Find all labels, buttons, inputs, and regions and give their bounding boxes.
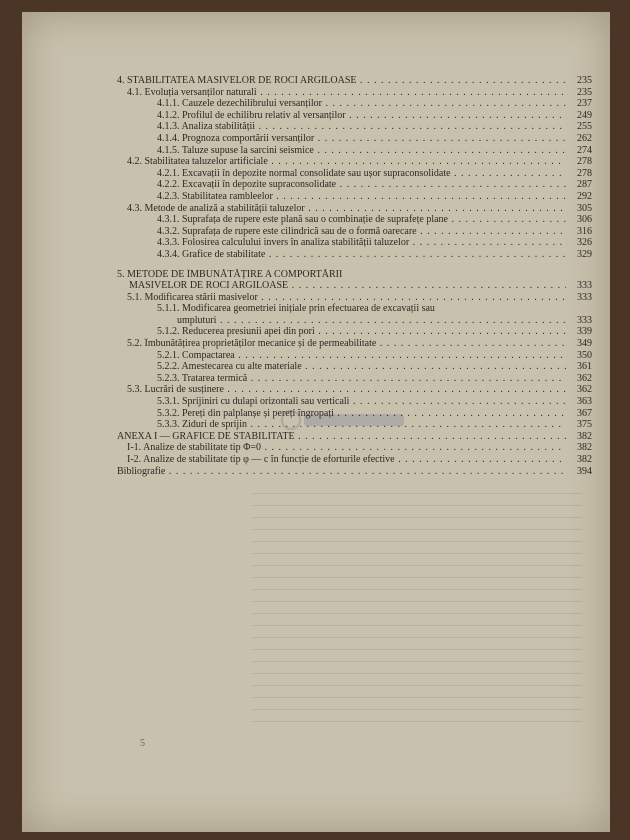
toc-entry [117,338,592,350]
toc-entry-page: 363 [577,396,592,408]
toc-entry [117,110,592,122]
toc-entry-page: 375 [577,419,592,431]
toc-entry [117,315,592,327]
toc-entry-page: 237 [577,98,592,110]
toc-entry [117,431,592,443]
toc-entry-title: 4.1.2. Profilul de echilibru relativ al versanților . . . [117,110,566,122]
toc-entry-title: 5. METODE DE ÎMBUNĂTĂȚIRE A COMPORTĂRII [117,268,343,280]
toc-entry [117,203,592,215]
toc-entry [117,396,592,408]
toc-entry [117,419,592,431]
toc-entry-page: 278 [577,167,592,179]
toc-entry [117,156,592,168]
toc-entry [117,373,592,385]
toc-entry-title: umpluturi . . . [117,315,566,327]
toc-entry [117,145,592,157]
toc-entry-page: 361 [577,361,592,373]
toc-entry-page: 278 [577,156,592,168]
toc-entry-title: 5.3.1. Sprijiniri cu dulapi orizontali sau verticali . . . [117,396,566,408]
toc-entry [117,168,592,180]
toc-entry [117,179,592,191]
toc-entry-page: 333 [577,280,592,292]
toc-entry-page: 249 [577,109,592,121]
toc-entry-title: 5.2.1. Compactarea . . . [117,350,566,362]
toc-entry-title: ANEXA I — GRAFICE DE STABILITATE . . . [117,431,566,443]
toc-entry-page: 382 [577,454,592,465]
toc-entry-title: 5.1. Modificarea stării masivelor . . . [117,292,566,304]
toc-entry [117,133,592,145]
toc-entry-title: 5.2. Îmbunătățirea proprietăților mecanice și de permeabilitate . . . [117,338,566,350]
toc-entry-title: 4.3. Metode de analiză a stabilității taluzelor . . . [117,203,566,215]
toc-entry-title: I-1. Analize de stabilitate tip Φ=0 . . . [117,442,566,454]
toc-entry [117,326,592,338]
toc-entry-title: MASIVELOR DE ROCI ARGILOASE . . . [117,280,566,292]
toc-entry-title: I-2. Analize de stabilitate tip φ — c în funcție de eforturile efective . . . [117,454,566,466]
toc-entry-page: 349 [577,338,592,350]
toc-entry-title: 5.3.2. Pereți din palplanșe și pereți îngropați . . . [117,408,566,420]
toc-entry [117,350,592,362]
toc-entry [117,466,592,478]
toc-entry-page: 394 [577,465,592,477]
toc-entry-page: 382 [577,430,592,442]
toc-entry-page: 255 [577,121,592,133]
toc-entry-page: 274 [577,144,592,156]
toc-entry-title: 4.1.1. Cauzele dezechilibrului versanților . . . [117,98,566,110]
toc-entry-title: 4.3.1. Suprafața de rupere este plană sau o combinație de suprafețe plane . . . [117,214,566,226]
toc-entry-page: 382 [577,442,592,454]
toc-entry-page: 292 [577,190,592,202]
toc-entry-title: 4.3.4. Grafice de stabilitate . . . [117,249,566,261]
toc-entry-page: 362 [577,372,592,384]
toc-entry [117,384,592,396]
page-number: 5 [140,738,145,749]
toc-entry [117,226,592,238]
toc-entry-page: 262 [577,132,592,144]
toc-entry-title: 4.3.3. Folosirea calculului invers în analiza stabilității taluzelor . . . [117,237,566,249]
toc-entry [117,280,592,292]
toc-entry [117,214,592,226]
toc-entry-page: 326 [577,237,592,249]
toc-entry-title: Bibliografie . . . [117,466,566,478]
toc-entry [117,269,592,281]
toc-entry [117,249,592,261]
toc-entry-title: 4.1.4. Prognoza comportării versanților . . . [117,133,566,145]
toc-entry [117,408,592,420]
toc-entry [117,292,592,304]
toc-entry-title: 5.1.1. Modificarea geometriei inițiale prin efectuarea de excavații sau [157,303,435,315]
toc-entry [117,361,592,373]
toc-entry [117,442,592,454]
toc-entry-page: 367 [577,407,592,419]
toc-entry-title: 5.2.2. Amestecarea cu alte materiale . . . [117,361,566,373]
toc-entry [117,87,592,99]
toc-entry-page: 287 [577,179,592,191]
toc-entry-page: 329 [577,248,592,260]
book-page [22,12,610,832]
toc-entry [117,75,592,87]
toc-entry-title: 4.3.2. Suprafața de rupere este cilindrică sau de o formă oarecare . . . [117,226,566,238]
toc-entry [117,98,592,110]
toc-entry-page: 235 [577,86,592,98]
toc-entry-title: 4.1. Evoluția versanților naturali . . . [117,87,566,99]
section-gap [117,261,592,269]
toc-entry-title: 4.2. Stabilitatea taluzelor artificiale . . . [117,156,566,168]
toc-entry-title: 4.2.2. Excavații în depozite supraconsolidate . . . [117,179,566,191]
toc-entry-page: 339 [577,326,592,338]
table-of-contents [117,75,592,477]
toc-entry-page: 350 [577,349,592,361]
bleed-through-text [252,482,582,722]
toc-entry-page: 362 [577,384,592,396]
toc-entry-page: 306 [577,214,592,226]
toc-entry [117,454,592,466]
toc-entry-page: 316 [577,225,592,237]
toc-entry-title: 4.2.3. Stabilitatea rambleelor . . . [117,191,566,203]
toc-entry-page: 333 [577,314,592,326]
toc-entry-title: 5.1.2. Reducerea presiunii apei din pori . . . [117,326,566,338]
toc-entry-title: 5.3. Lucrări de susținere . . . [117,384,566,396]
toc-entry-page: 305 [577,202,592,214]
toc-entry [117,121,592,133]
toc-entry [117,303,592,315]
toc-entry-title: 5.2.3. Tratarea termică . . . [117,373,566,385]
toc-entry [117,237,592,249]
toc-entry-title: 4. STABILITATEA MASIVELOR DE ROCI ARGILOASE . . . [117,75,566,87]
toc-entry-title: 4.1.3. Analiza stabilității . . . [117,121,566,133]
toc-entry-page: 235 [577,75,592,86]
toc-entry-title: 5.3.3. Ziduri de sprijin . . . [117,419,566,431]
toc-entry-title: 4.1.5. Taluze supuse la sarcini seismice . . . [117,145,566,157]
toc-entry-title: 4.2.1. Excavații în depozite normal consolidate sau ușor supraconsolidate . . . [117,168,566,180]
toc-entry-page: 333 [577,291,592,303]
toc-entry [117,191,592,203]
